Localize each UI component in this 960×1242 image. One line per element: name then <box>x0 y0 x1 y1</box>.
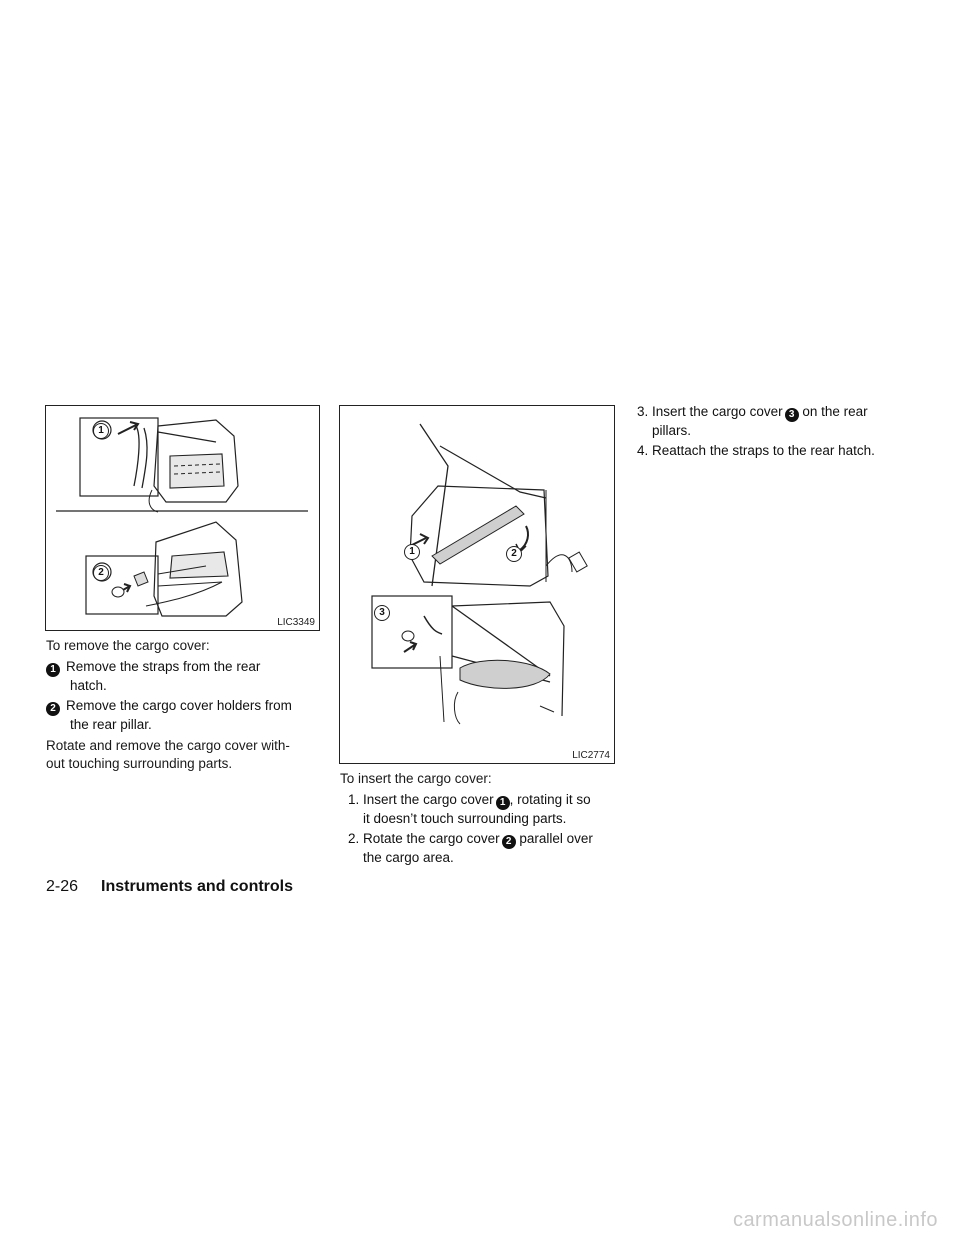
insert-step-1-marker: 1 <box>496 796 510 810</box>
insert-step-3-before: Insert the cargo cover <box>652 404 783 419</box>
remove-paragraph <box>46 737 326 773</box>
remove-step-2-text-line2: the rear pillar. <box>70 717 152 732</box>
figure2-code: LIC2774 <box>572 750 610 761</box>
page-number: 2-26 <box>46 878 79 895</box>
insert-step-4-number: 4. <box>637 443 649 458</box>
insert-step-1-number: 1. <box>348 792 360 807</box>
figure-remove-cargo-cover <box>45 405 320 631</box>
insert-step-3-after: on the rear <box>798 404 868 419</box>
insert-step-1 <box>348 791 618 828</box>
insert-heading: To insert the cargo cover: <box>340 771 492 786</box>
remove-step-1-text-line1: Remove the straps from the rear <box>66 659 261 674</box>
figure1-code: LIC3349 <box>277 617 315 628</box>
remove-paragraph-line2: out touching surrounding parts. <box>46 756 233 771</box>
insert-step-2 <box>348 830 618 867</box>
remove-step-2-marker: 2 <box>46 702 60 716</box>
section-title: Instruments and controls <box>101 878 294 895</box>
insert-step-2-marker: 2 <box>502 835 516 849</box>
insert-step-2-before: Rotate the cargo cover <box>363 831 500 846</box>
insert-step-2-line2: the cargo area. <box>363 850 454 865</box>
remove-step-1-text-line2: hatch. <box>70 678 107 693</box>
figure2-callout-2: 2 <box>506 546 522 562</box>
insert-step-2-after: parallel over <box>515 831 593 846</box>
remove-step-2-text-line1: Remove the cargo cover holders from <box>66 698 292 713</box>
remove-paragraph-line1: Rotate and remove the cargo cover with- <box>46 738 290 753</box>
remove-step-1-marker: 1 <box>46 663 60 677</box>
insert-step-4-text: Reattach the straps to the rear hatch. <box>652 443 875 458</box>
figure2-callout-3: 3 <box>374 605 390 621</box>
insert-step-3-marker: 3 <box>785 408 799 422</box>
insert-step-1-line2: it doesn’t touch surrounding parts. <box>363 811 567 826</box>
insert-step-4 <box>637 442 917 460</box>
cargo-cover-insertion-illustration <box>340 406 615 764</box>
figure2-callout-1: 1 <box>404 544 420 560</box>
figure1-callout-2: 2 <box>93 565 109 581</box>
site-watermark: carmanualsonline.info <box>732 1209 938 1231</box>
insert-step-3-number: 3. <box>637 404 649 419</box>
figure1-callout-1: 1 <box>93 423 109 439</box>
insert-step-2-number: 2. <box>348 831 360 846</box>
insert-step-1-before: Insert the cargo cover <box>363 792 494 807</box>
remove-step-1 <box>46 658 320 695</box>
insert-step-1-after: , rotating it so <box>509 792 591 807</box>
remove-step-2 <box>46 697 320 734</box>
figure-insert-cargo-cover <box>339 405 615 764</box>
remove-heading: To remove the cargo cover: <box>46 638 210 653</box>
insert-step-3-line2: pillars. <box>652 423 692 438</box>
insert-step-3 <box>637 403 912 440</box>
cargo-cover-removal-illustration <box>46 406 320 631</box>
